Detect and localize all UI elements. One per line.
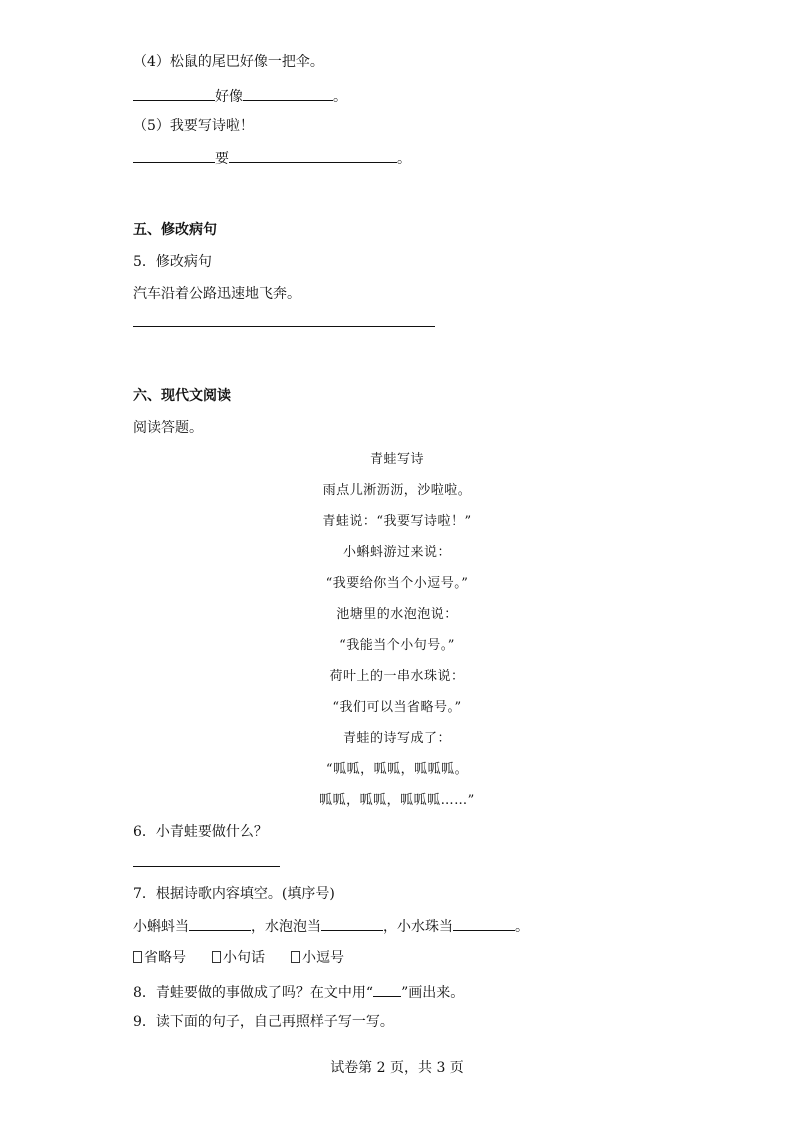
poem-line: “我能当个小句号。” [339,638,455,653]
item-4-prompt: （4）松鼠的尾巴好像一把伞。 [133,54,324,70]
question-5-label: 5．修改病句 [133,254,212,270]
option-label: 小句话 [223,950,265,966]
poem-line: 呱呱，呱呱，呱呱呱……” [319,793,475,808]
page-footer: 试卷第 2 页，共 3 页 [330,1060,464,1076]
item-4-answer-line [133,86,347,107]
item-5-connector: 要 [215,151,229,167]
q7-fill-c: ，小水珠当 [383,919,453,935]
q7-fill-end: 。 [515,919,529,935]
poem-line: 池塘里的水泡泡说： [336,607,458,622]
poem-title: 青蛙写诗 [369,452,424,467]
q8-before: 8．青蛙要做的事做成了吗？在文中用“ [133,985,374,1001]
section-5-title: 五、修改病句 [133,222,217,238]
answer-blank[interactable] [133,148,215,163]
answer-blank[interactable] [133,312,435,327]
poem-line: “呱呱，呱呱，呱呱呱。 [325,762,469,777]
option-item[interactable] [133,950,186,966]
item-4-end: 。 [333,89,347,105]
question-item-5 [133,116,254,136]
poem-line: 小蝌蚪游过来说： [342,545,451,560]
q8-after: ”画出来。 [401,985,465,1001]
answer-blank[interactable] [229,148,397,163]
question-5-answer-line [133,312,435,333]
answer-blank[interactable] [321,916,383,931]
poem-line: “我们可以当省略号。” [332,700,462,715]
question-5-sentence: 汽车沿着公路迅速地飞奔。 [133,286,301,302]
question-7-fill-line [133,916,529,937]
poem-line: 雨点儿淅沥沥，沙啦啦。 [322,483,472,498]
q7-fill-a: 小蝌蚪当 [133,919,189,935]
question-7-options [133,948,370,968]
section-6-title: 六、现代文阅读 [133,388,231,404]
question-item-4 [133,52,324,72]
question-7: 7．根据诗歌内容填空。(填序号) [133,886,335,902]
option-label: 小逗号 [302,950,344,966]
answer-blank[interactable] [189,916,251,931]
option-box-icon [212,951,221,963]
item-5-answer-line [133,148,411,169]
answer-blank[interactable] [243,86,333,101]
answer-blank[interactable] [133,86,215,101]
question-6: 6．小青蛙要做什么？ [133,824,268,840]
option-item[interactable] [212,950,265,966]
option-label: 省略号 [144,950,186,966]
question-6-answer-line [133,852,280,873]
answer-blank[interactable] [133,852,280,867]
section-6-instruction: 阅读答题。 [133,420,203,436]
option-box-icon [133,951,142,963]
question-8 [133,982,464,1003]
poem-line: 青蛙说：“我要写诗啦！” [322,514,472,529]
answer-blank[interactable] [453,916,515,931]
underline-sample [373,982,401,997]
poem-line: 青蛙的诗写成了： [342,731,451,746]
item-5-end: 。 [397,151,411,167]
item-4-connector: 好像 [215,89,243,105]
poem-line: 荷叶上的一串水珠说： [329,669,465,684]
option-item[interactable] [291,950,344,966]
item-5-prompt: （5）我要写诗啦！ [133,118,254,134]
question-9: 9．读下面的句子，自己再照样子写一写。 [133,1014,394,1030]
q7-fill-b: ，水泡泡当 [251,919,321,935]
option-box-icon [291,951,300,963]
poem-line: “我要给你当个小逗号。” [325,576,469,591]
